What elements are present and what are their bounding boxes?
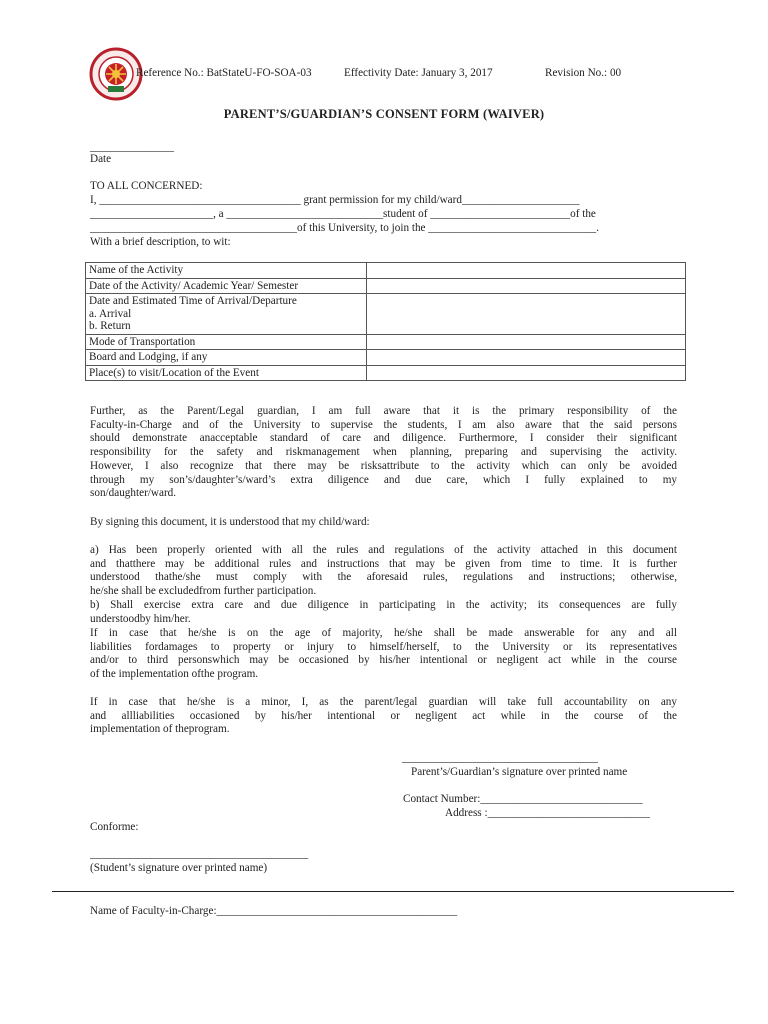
table-row [86,294,686,335]
table-row [86,278,686,294]
clause-b-paragraph [90,599,677,626]
paragraph-line: he/she shall be excludedfrom further participation. [90,585,317,598]
paragraph-line: son/daughter/ward. [90,487,177,500]
table-label: Date and Estimated Time of Arrival/Departure a. Arrival b. Return [86,294,367,335]
to-all-concerned: TO ALL CONCERNED: [90,180,203,192]
intro-line-4: With a brief description, to wit: [90,236,231,248]
table-label: Board and Lodging, if any [86,350,367,366]
clause-a-paragraph [90,544,677,599]
effectivity-date: Effectivity Date: January 3, 2017 [344,67,493,79]
paragraph-line: understoodby him/her. [90,612,191,625]
paragraph-line: should demonstrate anacceptable standard of care and diligence. Furthermore, I consider their significant [90,432,677,445]
student-signature-label: (Student’s signature over printed name) [90,862,268,874]
table-value-field[interactable] [367,294,686,335]
table-row [86,365,686,381]
table-value-field[interactable] [367,278,686,294]
table-label: Date of the Activity/ Academic Year/ Semester [86,278,367,294]
table-label: Mode of Transportation [86,334,367,350]
table-value-field[interactable] [367,350,686,366]
intro-line-3[interactable]: _____________________________________of this University, to join the ______________________________. [90,222,599,234]
date-label: Date [90,153,112,165]
paragraph-line: of the implementation ofthe program. [90,668,259,681]
address-field[interactable]: Address :_____________________________ [445,807,650,819]
conforme-label: Conforme: [90,821,139,833]
faculty-in-charge-field[interactable]: Name of Faculty-in-Charge:___________________________________________ [90,905,458,917]
age-of-majority-paragraph [90,627,677,682]
table-row [86,350,686,366]
paragraph-line: Faculty-in-Charge and of the University to supervise the students, I am also aware that the said persons [90,418,677,431]
paragraph-line: implementation of theprogram. [90,723,230,736]
paragraph-line: However, I also recognize that there may be risksattribute to the activity which can only be avoided [90,459,677,472]
table-label: Name of the Activity [86,263,367,279]
form-title: PARENT’S/GUARDIAN’S CONSENT FORM (WAIVER) [223,107,545,121]
by-signing-statement: By signing this document, it is understood that my child/ward: [90,516,370,528]
paragraph-line: understood thathe/she must comply with the aforesaid rules, regulations and instructions; otherwise, [90,571,677,584]
intro-line-2[interactable]: ______________________, a ____________________________student of _________________________of the [90,208,596,220]
paragraph-line: If in case that he/she is on the age of majority, he/she shall be made answerable for any and all [90,627,677,639]
paragraph-line: Further, as the Parent/Legal guardian, I am full aware that it is the primary responsibility of the [90,405,677,417]
responsibility-paragraph [90,405,677,501]
parent-signature-label: Parent’s/Guardian’s signature over printed name [411,766,628,778]
table-value-field[interactable] [367,263,686,279]
minor-paragraph [90,696,677,737]
table-row [86,263,686,279]
divider-line [52,891,734,892]
reference-number: Reference No.: BatStateU-FO-SOA-03 [136,67,312,79]
revision-number: Revision No.: 00 [545,67,622,79]
table-row [86,334,686,350]
date-blank[interactable]: _______________ [90,141,174,153]
parent-signature-line[interactable]: ___________________________________ [402,752,598,764]
paragraph-line: through my son’s/daughter’s/ward’s extra diligence and due care, which I fully explained to my [90,473,677,486]
paragraph-line: b) Shall exercise extra care and due diligence in participating in the activity; its consequences are fully [90,599,677,611]
paragraph-line: and allliabilities occasioned by his/her intentional or negligent act while in the course of the [90,709,677,722]
paragraph-line: and thatthere may be additional rules and instructions that may be given from time to time. It is further [90,557,677,570]
paragraph-line: If in case that he/she is a minor, I, as the parent/legal guardian will take full accountability on any [90,696,677,708]
table-value-field[interactable] [367,365,686,381]
intro-line-1[interactable]: I, ____________________________________ grant permission for my child/ward_____________________ [90,194,580,206]
contact-number-field[interactable]: Contact Number:_____________________________ [403,793,643,805]
table-value-field[interactable] [367,334,686,350]
table-label: Place(s) to visit/Location of the Event [86,365,367,381]
student-signature-line[interactable]: _______________________________________ [90,848,309,860]
paragraph-line: responsibility for the safety and riskmanagement when planning, preparing and supervising the activity. [90,446,677,459]
activity-details-table [85,262,686,381]
paragraph-line: liabilities fordamages to property or injury to himself/herself, to the University or its representatives [90,640,677,653]
paragraph-line: a) Has been properly oriented with all the rules and regulations of the activity attached in this document [90,544,677,556]
paragraph-line: and/or to third personswhich may be occasioned by his/her intentional or negligent act while in the course [90,654,677,667]
